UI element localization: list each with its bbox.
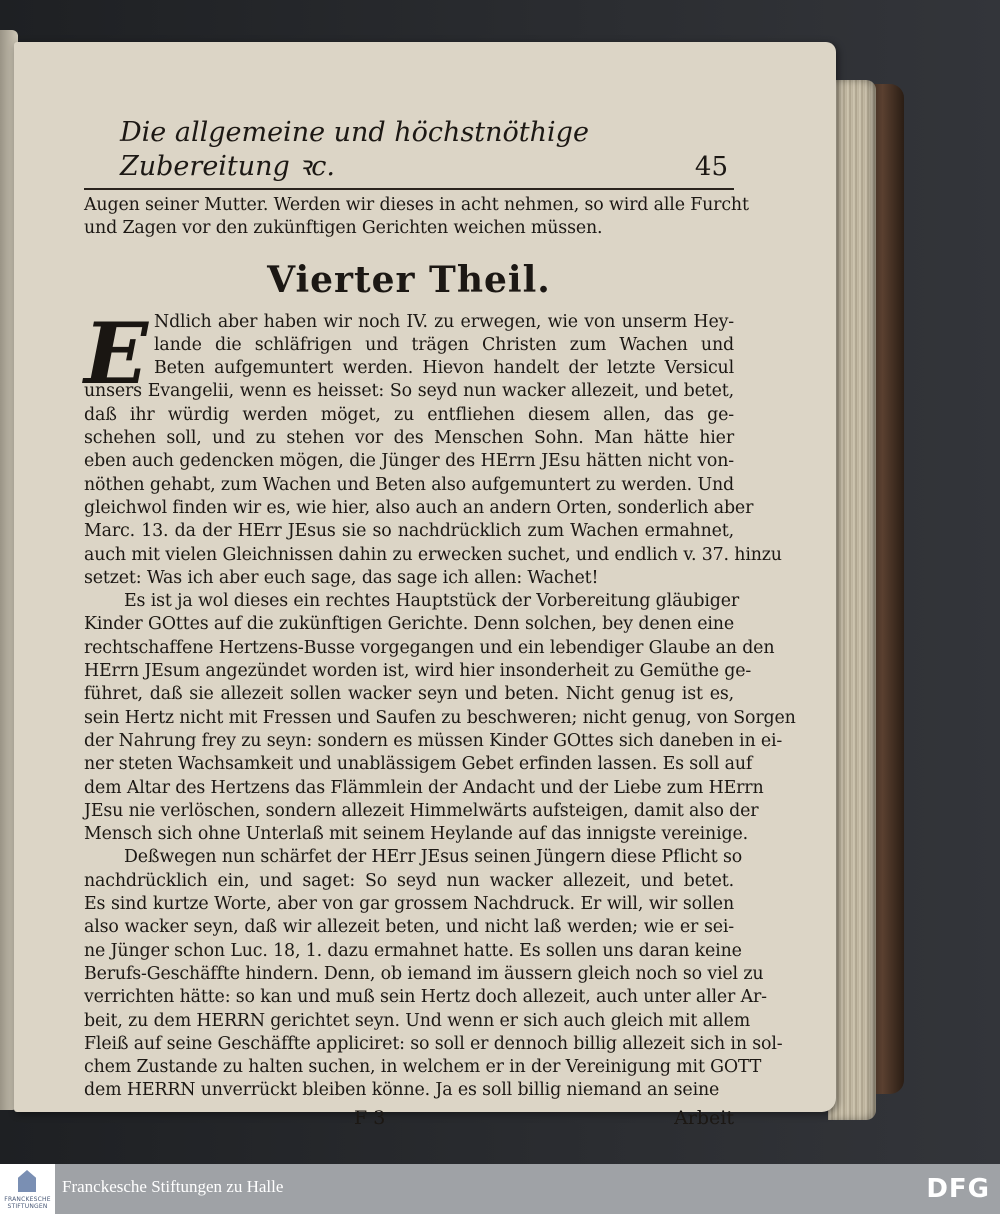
paragraph-1 [84, 380, 782, 590]
text-line: daß ihr würdig werden möget, zu entfliehen diesem allen, das ge- [84, 404, 734, 425]
dfg-logo[interactable]: DFG [926, 1174, 990, 1204]
text-line: also wacker seyn, daß wir allezeit beten, und nicht laß werden; wie er sei- [84, 917, 734, 938]
text-line: und Zagen vor den zukünftigen Gerichten weichen müssen. [84, 218, 603, 239]
text-line: Marc. 13. da der HErr JEsus sie so nachdrücklich zum Wachen ermahnet, [84, 521, 734, 542]
text-line: sein Hertz nicht mit Fressen und Saufen zu beschweren; nicht genug, von Sorgen [84, 707, 796, 728]
text-line: der Nahrung frey zu seyn: sondern es müssen Kinder GOttes sich daneben in ei- [84, 730, 783, 751]
text-line: auch mit vielen Gleichnissen dahin zu erwecken suchet, und endlich v. 37. hinzu [84, 544, 782, 565]
text-line: unsers Evangelii, wenn es heisset: So seyd nun wacker allezeit, und betet, [84, 381, 734, 402]
text-line: beit, zu dem HERRN gerichtet seyn. Und wenn er sich auch gleich mit allem [84, 1010, 751, 1031]
opening-lines [84, 194, 749, 241]
text-line: Berufs-Geschäffte hindern. Denn, ob iemand im äussern gleich noch so viel zu [84, 963, 764, 984]
text-line: nöthen gehabt, zum Wachen und Beten also aufgemuntert zu werden. Und [84, 474, 734, 495]
text-line: Mensch sich ohne Unterlaß mit seinem Heylande auf das innigste vereinige. [84, 824, 749, 845]
text-line: Beten aufgemuntert werden. Hievon handelt der letzte Versicul [154, 358, 734, 379]
text-line: führet, daß sie allezeit sollen wacker seyn und beten. Nicht genug ist es, [84, 684, 734, 705]
text-line: ner steten Wachsamkeit und unablässigem Gebet erfinden lassen. Es soll auf [84, 754, 753, 775]
drop-cap: E [84, 303, 149, 403]
text-line: HErrn JEsum angezündet worden ist, wird hier insonderheit zu Gemüthe ge- [84, 661, 752, 682]
text-line: Augen seiner Mutter. Werden wir dieses in acht nehmen, so wird alle Furcht [84, 195, 749, 215]
text-line: eben auch gedencken mögen, die Jünger des HErrn JEsu hätten nicht von- [84, 451, 734, 472]
text-line: Fleiß auf seine Geschäffte appliciret: so soll er dennoch billig allezeit sich in sol- [84, 1033, 783, 1054]
signature-mark: F 3 [354, 1106, 386, 1129]
text-line: Kinder GOttes auf die zukünftigen Gerichte. Denn solchen, bey denen eine [84, 614, 734, 635]
page-footer [84, 1105, 734, 1131]
book-page [14, 42, 836, 1129]
text-line: JEsu nie verlöschen, sondern allezeit Himmelwärts aufsteigen, damit also der [84, 800, 759, 821]
viewer-footer-bar [0, 1164, 1000, 1214]
page-number: 45 [694, 152, 728, 182]
logo-text: FRANCKESCHE STIFTUNGEN [4, 1196, 51, 1210]
text-line: lande die schläfrigen und trägen Christen zum Wachen und [154, 334, 734, 355]
text-line: gleichwol finden wir es, wie hier, also auch an andern Orten, sonderlich aber [84, 497, 754, 518]
orphanage-building-icon [18, 1170, 36, 1192]
paragraph-2 [84, 590, 796, 846]
text-line: Deßwegen nun schärfet der HErr JEsus seinen Jüngern diese Pflicht so [124, 847, 743, 868]
text-line: chem Zustande zu halten suchen, in welchem er in der Vereinigung mit GOTT [84, 1057, 762, 1078]
paragraph-3 [84, 846, 783, 1102]
running-head [84, 116, 734, 190]
text-line: dem HERRN unverrückt bleiben könne. Ja es soll billig niemand an seine [84, 1080, 720, 1101]
text-line: setzet: Was ich aber euch sage, das sage ich allen: Wachet! [84, 567, 599, 588]
section-heading: Vierter Theil. [267, 258, 551, 301]
page-text [84, 116, 796, 1131]
text-line: schehen soll, und zu stehen vor des Menschen Sohn. Man hätte hier [84, 428, 734, 449]
institution-logo[interactable] [0, 1164, 55, 1214]
text-line: ne Jünger schon Luc. 18, 1. dazu ermahnet hatte. Es sollen uns daran keine [84, 940, 742, 961]
text-line: Es ist ja wol dieses ein rechtes Hauptstück der Vorbereitung gläubiger [124, 591, 740, 612]
text-line: Es sind kurtze Worte, aber von gar grossem Nachdruck. Er will, wir sollen [84, 894, 734, 915]
text-line: Ndlich aber haben wir noch IV. zu erwegen, wie von unserm Hey- [154, 311, 734, 332]
text-line: nachdrücklich ein, und saget: So seyd nun wacker allezeit, und betet. [84, 870, 734, 891]
catchword: Arbeit [674, 1106, 734, 1129]
text-line: rechtschaffene Hertzens-Busse vorgegangen und ein lebendiger Glaube an den [84, 637, 775, 658]
running-head-title: Die allgemeine und höchstnöthige Zubereitung ꝛc. [120, 117, 589, 182]
institution-name[interactable]: Franckesche Stiftungen zu Halle [62, 1177, 284, 1196]
text-line: dem Altar des Hertzens das Flämmlein der Andacht und der Liebe zum HErrn [84, 777, 764, 798]
text-line: verrichten hätte: so kan und muß sein Hertz doch allezeit, auch unter aller Ar- [84, 987, 767, 1008]
